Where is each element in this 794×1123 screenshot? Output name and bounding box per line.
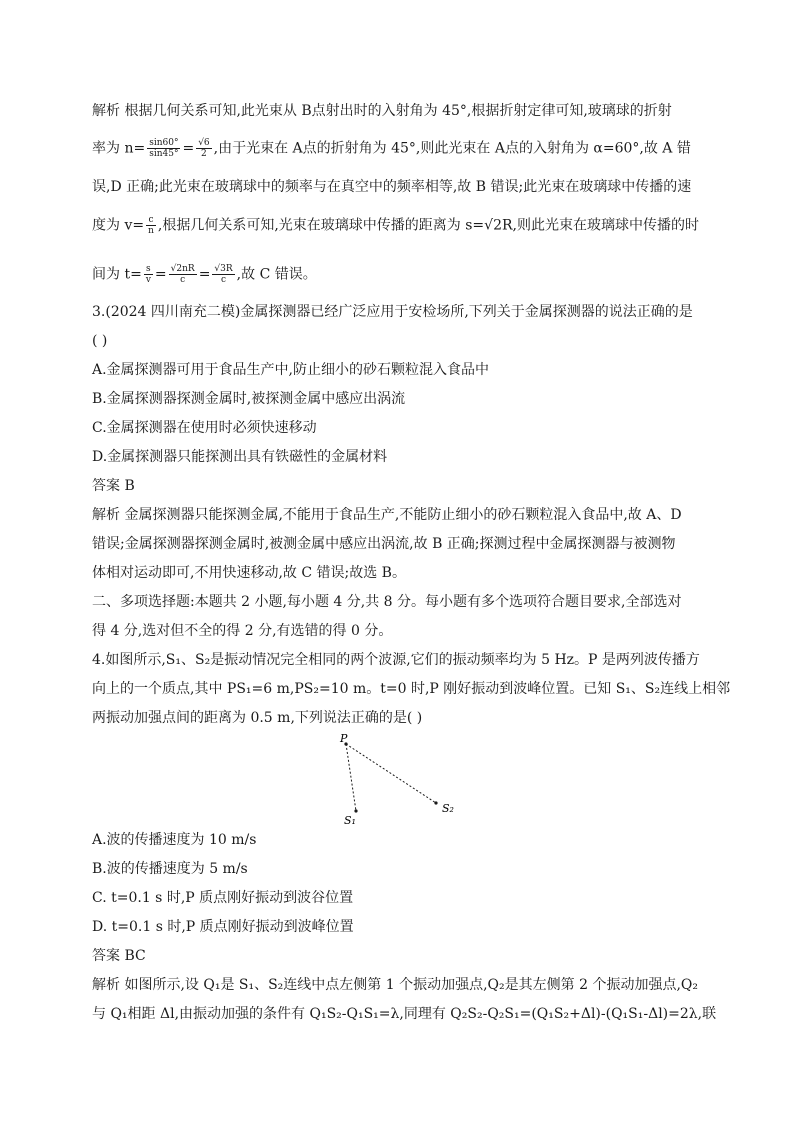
q4-option-b: B.波的传播速度为 5 m/s bbox=[92, 861, 248, 877]
denominator: c bbox=[221, 275, 227, 285]
q4-answer: 答案 BC bbox=[92, 948, 146, 964]
q2-analysis-line-3: 误,D 正确;此光束在玻璃球中的频率与在真空中的频率相等,故 B 错误;此光束在玻璃球中传播的速 bbox=[92, 179, 692, 195]
q3-option-b: B.金属探测器探测金属时,被探测金属中感应出涡流 bbox=[92, 391, 406, 407]
q2-text: ,故 C 错误。 bbox=[236, 266, 317, 283]
q2-text: 率为 n= bbox=[92, 140, 146, 157]
equals: = bbox=[182, 140, 195, 157]
q2-text: 度为 v= bbox=[92, 217, 145, 234]
numerator: c bbox=[146, 215, 156, 226]
q2-text: 间为 t= bbox=[92, 266, 142, 283]
q3-option-a: A.金属探测器可用于食品生产中,防止细小的砂石颗粒混入食品中 bbox=[92, 362, 490, 378]
numerator: sin60° bbox=[149, 138, 179, 148]
q3-analysis-line-3: 体相对运动即可,不用快速移动,故 C 错误;故选 B。 bbox=[92, 565, 406, 581]
point-s1 bbox=[354, 809, 357, 812]
numerator: s bbox=[144, 264, 153, 275]
q4-analysis-line-1: 解析 如图所示,设 Q₁是 S₁、S₂连线中点左侧第 1 个振动加强点,Q₂是其左侧第 2 个振动加强点,Q₂ bbox=[92, 977, 698, 993]
label-p: P bbox=[340, 732, 348, 745]
label-s2: S₂ bbox=[442, 802, 454, 815]
fraction-s-v bbox=[144, 264, 153, 285]
q2-analysis-line-2 bbox=[92, 138, 691, 159]
q4-option-a: A.波的传播速度为 10 m/s bbox=[92, 832, 257, 848]
fraction-sin bbox=[147, 138, 180, 159]
q3-answer: 答案 B bbox=[92, 478, 135, 494]
denominator: c bbox=[180, 275, 186, 285]
q3-analysis-line-1: 解析 金属探测器只能探测金属,不能用于食品生产,不能防止细小的砂石颗粒混入食品中,故 A、D bbox=[92, 507, 682, 523]
q2-text: ,由于光束在 A点的折射角为 45°,则此光束在 A点的入射角为 α=60°,故 A 错 bbox=[213, 140, 691, 157]
label-s1: S₁ bbox=[344, 814, 356, 827]
fraction-root3R bbox=[212, 264, 234, 285]
q4-analysis-line-2: 与 Q₁相距 Δl,由振动加强的条件有 Q₁S₂-Q₁S₁=λ,同理有 Q₂S₂-Q₂S₁=(Q₁S₂+Δl)-(Q₁S₁-Δl)=2λ,联 bbox=[92, 1006, 717, 1022]
fraction-c-n bbox=[146, 215, 156, 236]
numerator: √2nR bbox=[170, 264, 195, 274]
section-2-line-2: 得 4 分,选对但不全的得 2 分,有选错的得 0 分。 bbox=[92, 623, 393, 639]
denominator: sin45° bbox=[149, 149, 179, 159]
q2-analysis-line-5 bbox=[92, 264, 317, 285]
line-p-s1 bbox=[346, 744, 356, 811]
q4-option-c: C. t=0.1 s 时,P 质点刚好振动到波谷位置 bbox=[92, 890, 354, 906]
q3-stem-line-1: 3.(2024 四川南充二模)金属探测器已经广泛应用于安检场所,下列关于金属探测器的说法正确的是 bbox=[92, 304, 693, 320]
q3-option-d: D.金属探测器只能探测出具有铁磁性的金属材料 bbox=[92, 449, 388, 465]
denominator: v bbox=[145, 275, 151, 285]
point-s2 bbox=[434, 801, 437, 804]
q3-analysis-line-2: 错误;金属探测器探测金属时,被测金属中感应出涡流,故 B 正确;探测过程中金属探测器与被测物 bbox=[92, 536, 676, 552]
q4-option-d: D. t=0.1 s 时,P 质点刚好振动到波峰位置 bbox=[92, 919, 354, 935]
q3-stem-line-2: ( ) bbox=[92, 333, 108, 349]
q4-stem-line-3: 两振动加强点间的距离为 0.5 m,下列说法正确的是( ) bbox=[92, 710, 423, 726]
fraction-root2nR bbox=[169, 264, 197, 285]
q2-analysis-line-4 bbox=[92, 215, 699, 236]
denominator: 2 bbox=[201, 149, 207, 159]
numerator: √3R bbox=[214, 264, 233, 274]
q3-option-c: C.金属探测器在使用时必须快速移动 bbox=[92, 420, 317, 436]
line-p-s2 bbox=[346, 744, 436, 803]
equals: = bbox=[154, 266, 167, 283]
q4-stem-line-2: 向上的一个质点,其中 PS₁=6 m,PS₂=10 m。t=0 时,P 刚好振动到波峰位置。已知 S₁、S₂连线上相邻 bbox=[92, 681, 731, 697]
fraction-root6 bbox=[196, 138, 211, 159]
q2-analysis-line-1: 解析 根据几何关系可知,此光束从 B点射出时的入射角为 45°,根据折射定律可知,玻璃球的折射 bbox=[92, 103, 672, 119]
section-2-line-1: 二、多项选择题:本题共 2 小题,每小题 4 分,共 8 分。每小题有多个选项符合题目要求,全部选对 bbox=[92, 594, 682, 610]
q4-stem-line-1: 4.如图所示,S₁、S₂是振动情况完全相同的两个波源,它们的振动频率均为 5 Hz。P 是两列波传播方 bbox=[92, 652, 700, 668]
wave-source-diagram bbox=[320, 728, 480, 828]
denominator: n bbox=[148, 226, 154, 236]
numerator: √6 bbox=[198, 138, 210, 148]
equals: = bbox=[198, 266, 211, 283]
q2-text: ,根据几何关系可知,光束在玻璃球中传播的距离为 s=√2R,则此光束在玻璃球中传播的时 bbox=[157, 217, 699, 234]
